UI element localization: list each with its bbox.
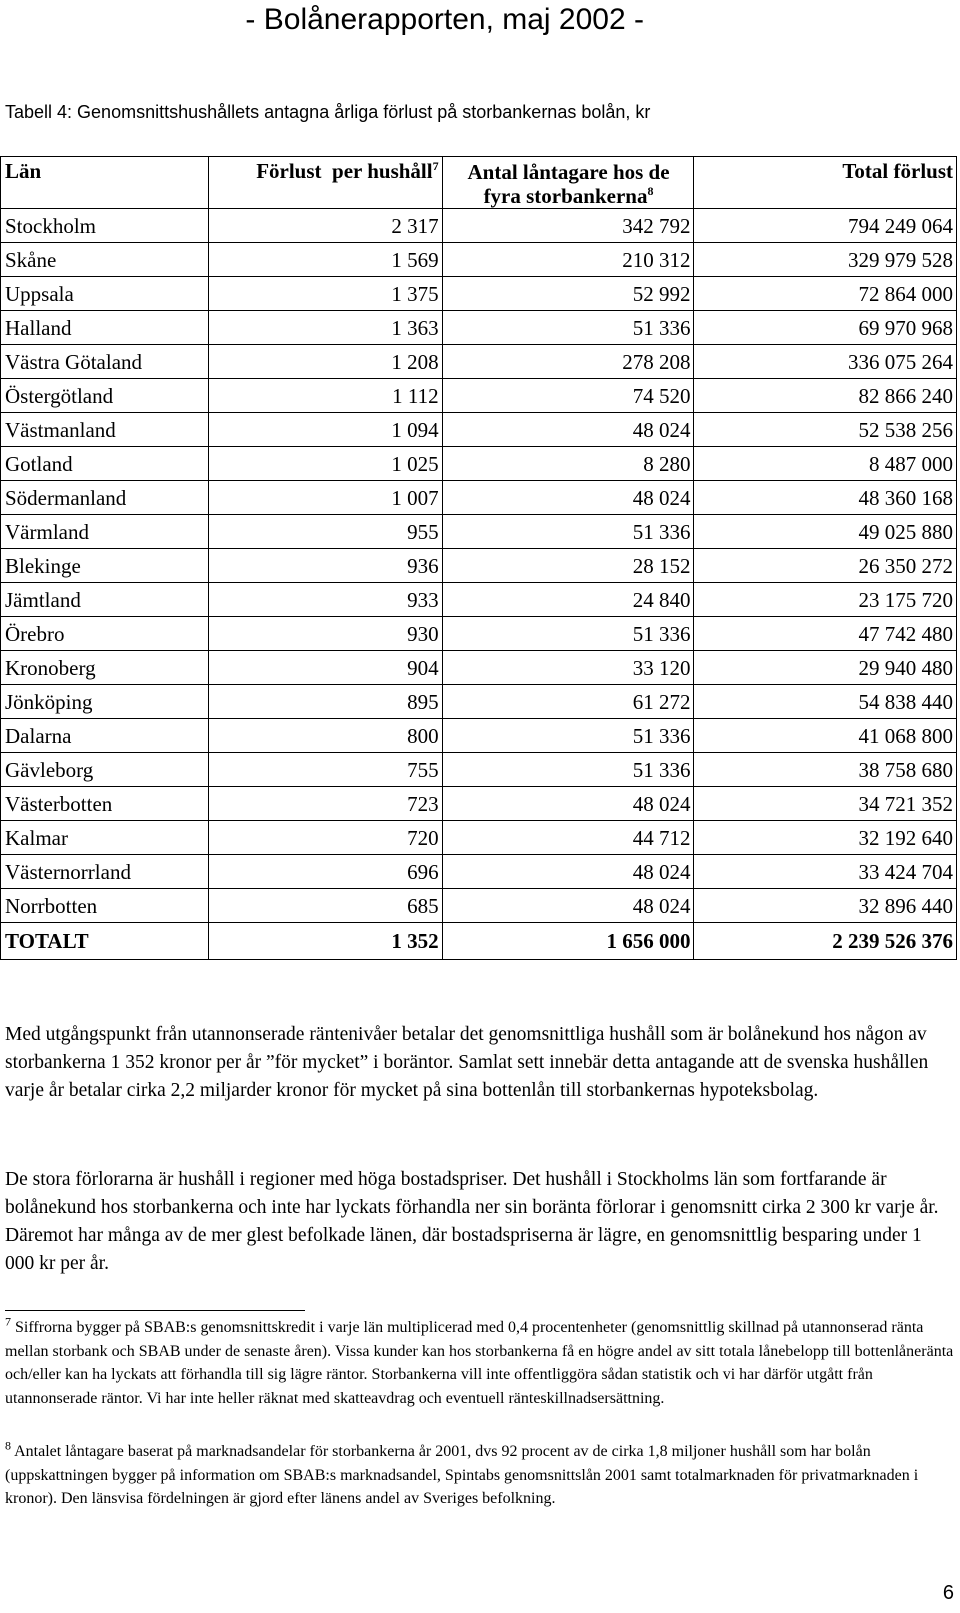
cell-forlust-per-hushall: 955: [208, 515, 442, 549]
cell-lan: Södermanland: [1, 481, 209, 515]
table-row: [1, 821, 957, 855]
cell-antal-lantagare: 61 272: [442, 685, 694, 719]
cell-lan: Blekinge: [1, 549, 209, 583]
table-total-row: [1, 923, 957, 960]
cell-forlust-per-hushall: 895: [208, 685, 442, 719]
cell-antal-lantagare: 51 336: [442, 617, 694, 651]
cell-total-forlust: 33 424 704: [694, 855, 957, 889]
cell-lan: TOTALT: [1, 923, 209, 960]
footnote-8-text: Antalet låntagare baserat på marknadsandelar för storbankerna år 2001, dvs 92 procent av de cirka 1,8 miljoner hushåll som har bolån (uppskattningen bygger på information om SBAB:s marknadsandel, Spintabs genomsnittslån 2001 samt totalmarknaden för privatmarknaden i kronor). Den länsvisa fördelningen är gjord efter länens andel av Sveriges befolkning.: [5, 1443, 919, 1507]
cell-forlust-per-hushall: 685: [208, 889, 442, 923]
cell-antal-lantagare: 48 024: [442, 413, 694, 447]
cell-lan: Jönköping: [1, 685, 209, 719]
cell-forlust-per-hushall: 904: [208, 651, 442, 685]
table-row: [1, 651, 957, 685]
cell-forlust-per-hushall: 755: [208, 753, 442, 787]
cell-antal-lantagare: 278 208: [442, 345, 694, 379]
cell-forlust-per-hushall: 1 375: [208, 277, 442, 311]
cell-lan: Västmanland: [1, 413, 209, 447]
cell-antal-lantagare: 28 152: [442, 549, 694, 583]
table-row: [1, 583, 957, 617]
cell-antal-lantagare: 48 024: [442, 889, 694, 923]
cell-total-forlust: 72 864 000: [694, 277, 957, 311]
table-row: [1, 617, 957, 651]
page-number: 6: [942, 1582, 954, 1604]
paragraph-1: Med utgångspunkt från utannonserade räntenivåer betalar det genomsnittliga hushåll som är bolånekund hos någon av storbankerna 1 352 kronor per år ”för mycket” i boräntor. Samlat sett innebär detta antagande att de svenska hushållen varje år betalar cirka 2,2 miljarder kronor för mycket på sina bottenlån till storbankernas hypoteksbolag.: [5, 1024, 929, 1101]
footnote-mark-8: 8: [5, 1438, 11, 1453]
cell-lan: Norrbotten: [1, 889, 209, 923]
table-row: [1, 889, 957, 923]
footnote-7-text: Siffrorna bygger på SBAB:s genomsnittskredit i varje län multiplicerad med 0,4 procentenheter (genomsnittlig skillnad på utannonserad ränta mellan storbank och SBAB under de senaste åren). Vissa kunder kan hos storbankerna få en högre andel av sitt totala lånebelopp till bottenlåneränta och/eller kan ha lyckats att förhandla till sig lägre räntor. Storbankerna vill inte offentliggöra sådan statistik och vi har därför utgått från utannonserade räntor. Vi har inte heller räknat med skatteavdrag och eventuell ränteskillnadsersättning.: [5, 1319, 954, 1407]
cell-total-forlust: 23 175 720: [694, 583, 957, 617]
cell-lan: Gotland: [1, 447, 209, 481]
cell-forlust-per-hushall: 1 094: [208, 413, 442, 447]
cell-antal-lantagare: 48 024: [442, 481, 694, 515]
footnote-ref-7: 7: [432, 159, 439, 173]
cell-forlust-per-hushall: 1 208: [208, 345, 442, 379]
table-row: [1, 481, 957, 515]
cell-forlust-per-hushall: 1 112: [208, 379, 442, 413]
cell-total-forlust: 69 970 968: [694, 311, 957, 345]
cell-total-forlust: 32 192 640: [694, 821, 957, 855]
footnote-8: [5, 1440, 955, 1511]
cell-total-forlust: 29 940 480: [694, 651, 957, 685]
table-row: [1, 549, 957, 583]
cell-antal-lantagare: 52 992: [442, 277, 694, 311]
cell-antal-lantagare: 24 840: [442, 583, 694, 617]
table-row: [1, 719, 957, 753]
cell-antal-lantagare: 33 120: [442, 651, 694, 685]
column-header-antal-line2: fyra storbankerna: [483, 184, 648, 208]
cell-total-forlust: 34 721 352: [694, 787, 957, 821]
cell-antal-lantagare: 48 024: [442, 787, 694, 821]
cell-lan: Västra Götaland: [1, 345, 209, 379]
table-caption: Tabell 4: Genomsnittshushållets antagna årliga förlust på storbankernas bolån, kr: [5, 102, 651, 122]
cell-lan: Stockholm: [1, 209, 209, 243]
cell-antal-lantagare: 8 280: [442, 447, 694, 481]
column-header-antal: [442, 157, 694, 209]
column-header-lan: Län: [1, 157, 209, 209]
cell-total-forlust: 32 896 440: [694, 889, 957, 923]
table-row: [1, 413, 957, 447]
cell-total-forlust: 336 075 264: [694, 345, 957, 379]
table-row: [1, 447, 957, 481]
table-row: [1, 685, 957, 719]
cell-forlust-per-hushall: 2 317: [208, 209, 442, 243]
loss-table: [0, 156, 957, 960]
cell-lan: Jämtland: [1, 583, 209, 617]
table-row: [1, 515, 957, 549]
table-row: [1, 379, 957, 413]
cell-total-forlust: 26 350 272: [694, 549, 957, 583]
cell-lan: Uppsala: [1, 277, 209, 311]
cell-antal-lantagare: 51 336: [442, 515, 694, 549]
cell-antal-lantagare: 74 520: [442, 379, 694, 413]
cell-lan: Kronoberg: [1, 651, 209, 685]
cell-antal-lantagare: 51 336: [442, 719, 694, 753]
cell-lan: Gävleborg: [1, 753, 209, 787]
cell-antal-lantagare: 44 712: [442, 821, 694, 855]
cell-forlust-per-hushall: 930: [208, 617, 442, 651]
cell-antal-lantagare: 48 024: [442, 855, 694, 889]
cell-lan: Västerbotten: [1, 787, 209, 821]
table-row: [1, 311, 957, 345]
cell-forlust-per-hushall: 1 352: [208, 923, 442, 960]
paragraph-2: De stora förlorarna är hushåll i regioner med höga bostadspriser. Det hushåll i Stockholms län som fortfarande är bolånekund hos storbankerna och inte har lyckats förhandla ner sin boränta förlorar i genomsnitt cirka 2 300 kr varje år. Däremot har många av de mer glest befolkade länen, där bostadspriserna är lägre, en genomsnittlig besparing under 1 000 kr per år.: [5, 1169, 939, 1274]
footnote-separator: [5, 1310, 305, 1311]
cell-forlust-per-hushall: 1 569: [208, 243, 442, 277]
cell-lan: Kalmar: [1, 821, 209, 855]
cell-forlust-per-hushall: 1 007: [208, 481, 442, 515]
cell-forlust-per-hushall: 936: [208, 549, 442, 583]
cell-lan: Skåne: [1, 243, 209, 277]
cell-lan: Halland: [1, 311, 209, 345]
cell-total-forlust: 794 249 064: [694, 209, 957, 243]
table-row: [1, 209, 957, 243]
cell-forlust-per-hushall: 720: [208, 821, 442, 855]
cell-lan: Östergötland: [1, 379, 209, 413]
cell-forlust-per-hushall: 1 025: [208, 447, 442, 481]
cell-total-forlust: 49 025 880: [694, 515, 957, 549]
column-header-antal-line1: Antal låntagare hos de: [467, 160, 670, 184]
cell-lan: Värmland: [1, 515, 209, 549]
cell-total-forlust: 2 239 526 376: [694, 923, 957, 960]
cell-antal-lantagare: 210 312: [442, 243, 694, 277]
cell-total-forlust: 329 979 528: [694, 243, 957, 277]
cell-forlust-per-hushall: 1 363: [208, 311, 442, 345]
cell-forlust-per-hushall: 723: [208, 787, 442, 821]
cell-forlust-per-hushall: 696: [208, 855, 442, 889]
table-body: [1, 209, 957, 960]
cell-antal-lantagare: 1 656 000: [442, 923, 694, 960]
table-row: [1, 753, 957, 787]
cell-antal-lantagare: 51 336: [442, 311, 694, 345]
cell-total-forlust: 38 758 680: [694, 753, 957, 787]
cell-lan: Dalarna: [1, 719, 209, 753]
column-header-forlust: [208, 157, 442, 209]
cell-total-forlust: 52 538 256: [694, 413, 957, 447]
cell-antal-lantagare: 51 336: [442, 753, 694, 787]
cell-total-forlust: 47 742 480: [694, 617, 957, 651]
cell-total-forlust: 54 838 440: [694, 685, 957, 719]
cell-total-forlust: 48 360 168: [694, 481, 957, 515]
column-header-forlust-label: Förlust per hushåll: [256, 159, 433, 183]
table-row: [1, 243, 957, 277]
cell-total-forlust: 82 866 240: [694, 379, 957, 413]
table-row: [1, 787, 957, 821]
cell-total-forlust: 8 487 000: [694, 447, 957, 481]
table-row: [1, 345, 957, 379]
cell-lan: Västernorrland: [1, 855, 209, 889]
column-header-total: Total förlust: [694, 157, 957, 209]
footnote-7: [5, 1316, 955, 1410]
footnote-mark-7: 7: [5, 1314, 11, 1329]
table-row: [1, 277, 957, 311]
cell-forlust-per-hushall: 933: [208, 583, 442, 617]
cell-total-forlust: 41 068 800: [694, 719, 957, 753]
cell-forlust-per-hushall: 800: [208, 719, 442, 753]
table-header-row: [1, 157, 957, 209]
table-row: [1, 855, 957, 889]
cell-lan: Örebro: [1, 617, 209, 651]
cell-antal-lantagare: 342 792: [442, 209, 694, 243]
page-header: - Bolånerapporten, maj 2002 -: [245, 3, 644, 36]
footnote-ref-8: 8: [647, 184, 654, 198]
